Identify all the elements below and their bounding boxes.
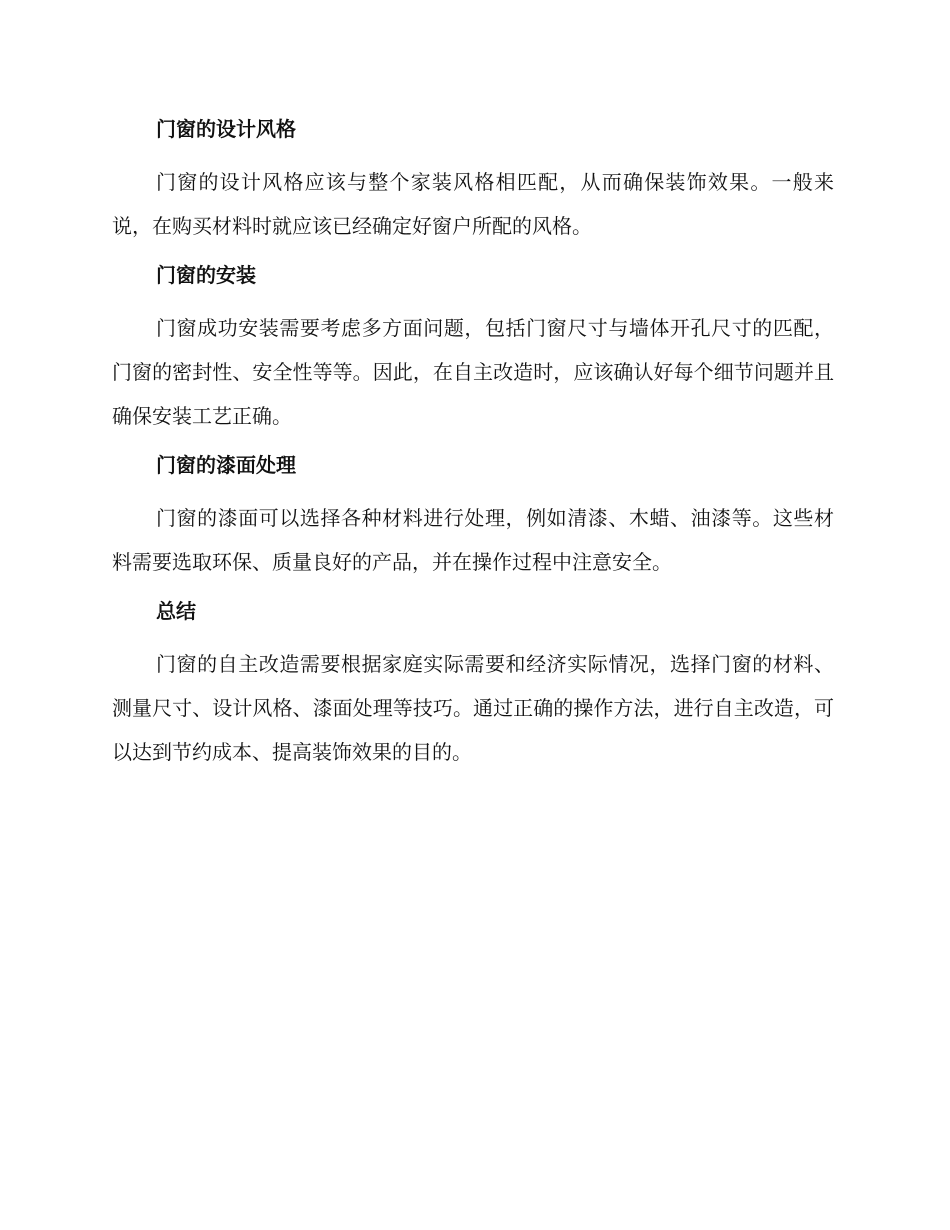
section-heading-summary: 总结	[156, 599, 196, 623]
section-heading-paint-treatment: 门窗的漆面处理	[156, 453, 296, 477]
section-paragraph-design-style: 门窗的设计风格应该与整个家装风格相匹配，从而确保装饰效果。一般来说，在购买材料时就应该已经确定好窗户所配的风格。	[112, 170, 834, 238]
section-heading-design-style: 门窗的设计风格	[156, 117, 296, 141]
section-heading-installation: 门窗的安装	[156, 263, 256, 287]
section-paragraph-paint-treatment: 门窗的漆面可以选择各种材料进行处理，例如清漆、木蜡、油漆等。这些材料需要选取环保、质量良好的产品，并在操作过程中注意安全。	[112, 506, 834, 574]
section-paragraph-installation: 门窗成功安装需要考虑多方面问题，包括门窗尺寸与墙体开孔尺寸的匹配，门窗的密封性、安全性等等。因此，在自主改造时，应该确认好每个细节问题并且确保安装工艺正确。	[112, 316, 834, 428]
section-paragraph-summary: 门窗的自主改造需要根据家庭实际需要和经济实际情况，选择门窗的材料、测量尺寸、设计风格、漆面处理等技巧。通过正确的操作方法，进行自主改造，可以达到节约成本、提高装饰效果的目的。	[112, 652, 834, 764]
document-body	[112, 112, 834, 784]
